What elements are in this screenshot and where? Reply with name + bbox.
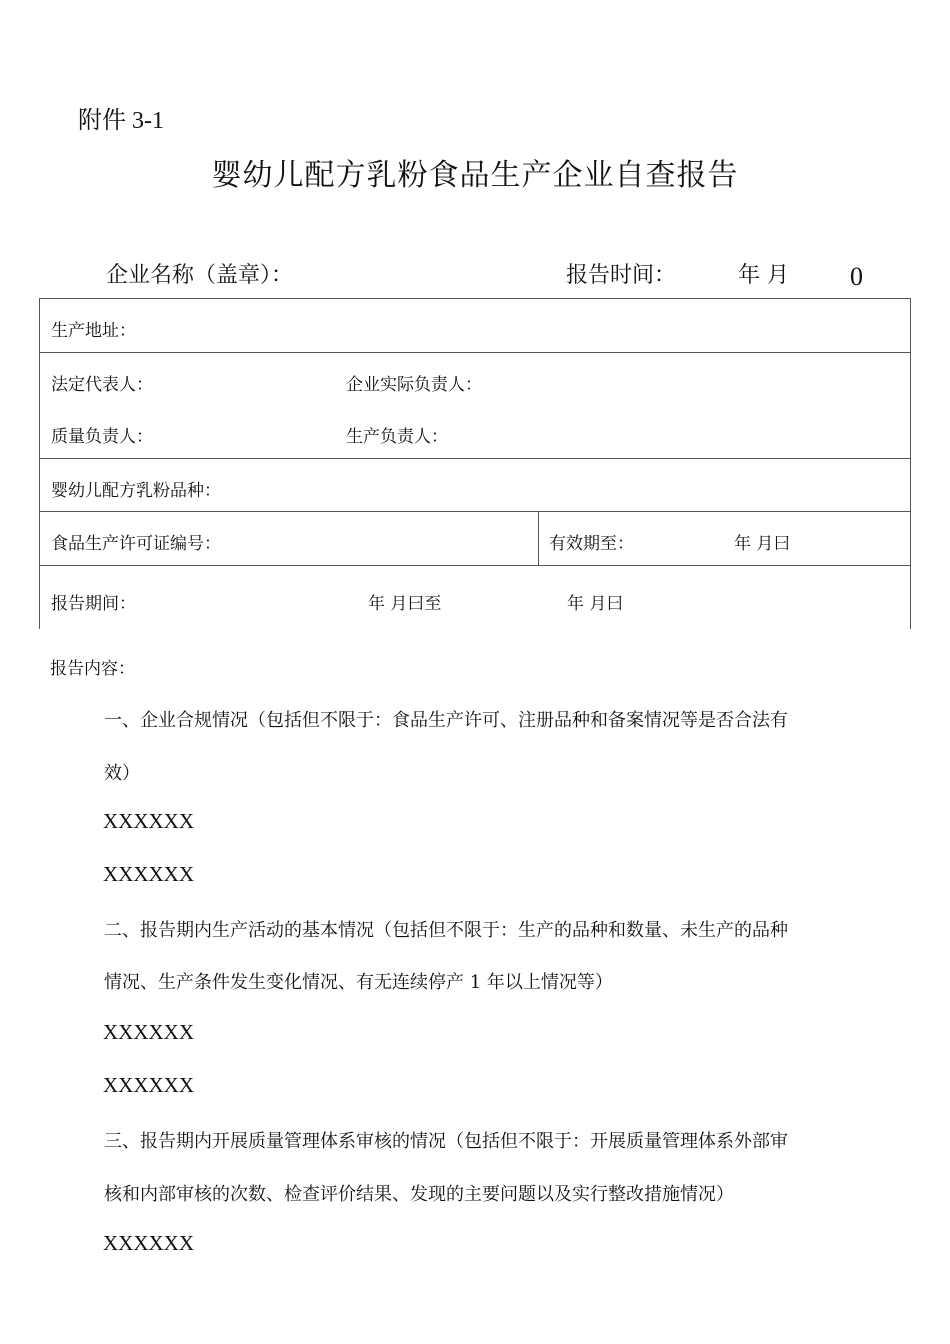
section-3-heading-continued: 核和内部审核的次数、检查评价结果、发现的主要问题以及实行整改措施情况） [104, 1184, 734, 1205]
section-1-placeholder: XXXXXX [103, 862, 194, 886]
valid-until-label: 有效期至： [549, 534, 634, 554]
report-time-label: 报告时间： [566, 263, 677, 288]
section-3-placeholder: XXXXXX [103, 1231, 194, 1255]
section-2-placeholder: XXXXXX [103, 1073, 194, 1097]
column-divider [538, 511, 539, 565]
row-divider [40, 511, 910, 512]
report-content-label: 报告内容： [50, 659, 135, 679]
report-date-blank: 年 月 [738, 263, 789, 288]
product-variety-label: 婴幼儿配方乳粉品种： [51, 481, 221, 501]
valid-until-date-blank: 年 月曰 [734, 534, 791, 554]
report-period-label: 报告期间： [51, 594, 136, 614]
period-end-blank: 年 月曰 [567, 594, 624, 614]
quality-head-label: 质量负责人： [51, 427, 153, 447]
production-head-label: 生产负责人： [346, 427, 448, 447]
report-day-value: 0 [850, 262, 863, 291]
attachment-number: 附件 3-1 [78, 108, 164, 134]
section-1-heading: 一、企业合规情况（包括但不限于：食品生产许可、注册品种和备案情况等是否合法有 [104, 710, 788, 731]
production-address-label: 生产地址： [51, 321, 136, 341]
company-name-label: 企业名称（盖章）： [106, 263, 294, 288]
license-number-label: 食品生产许可证编号： [51, 534, 221, 554]
section-2-placeholder: XXXXXX [103, 1020, 194, 1044]
row-divider [40, 352, 910, 353]
row-divider [40, 565, 910, 566]
section-1-heading-continued: 效） [104, 763, 140, 784]
actual-head-label: 企业实际负责人： [346, 375, 482, 395]
basic-info-form [39, 298, 911, 629]
section-2-heading: 二、报告期内生产活动的基本情况（包括但不限于：生产的品种和数量、未生产的品种 [104, 920, 788, 941]
legal-representative-label: 法定代表人： [51, 375, 153, 395]
section-3-heading: 三、报告期内开展质量管理体系审核的情况（包括但不限于：开展质量管理体系外部审 [104, 1131, 788, 1152]
section-1-placeholder: XXXXXX [103, 809, 194, 833]
section-2-heading-continued: 情况、生产条件发生变化情况、有无连续停产 1 年以上情况等） [104, 972, 613, 993]
row-divider [40, 458, 910, 459]
period-start-blank: 年 月曰至 [368, 594, 442, 614]
document-title: 婴幼儿配方乳粉食品生产企业自查报告 [211, 158, 739, 193]
